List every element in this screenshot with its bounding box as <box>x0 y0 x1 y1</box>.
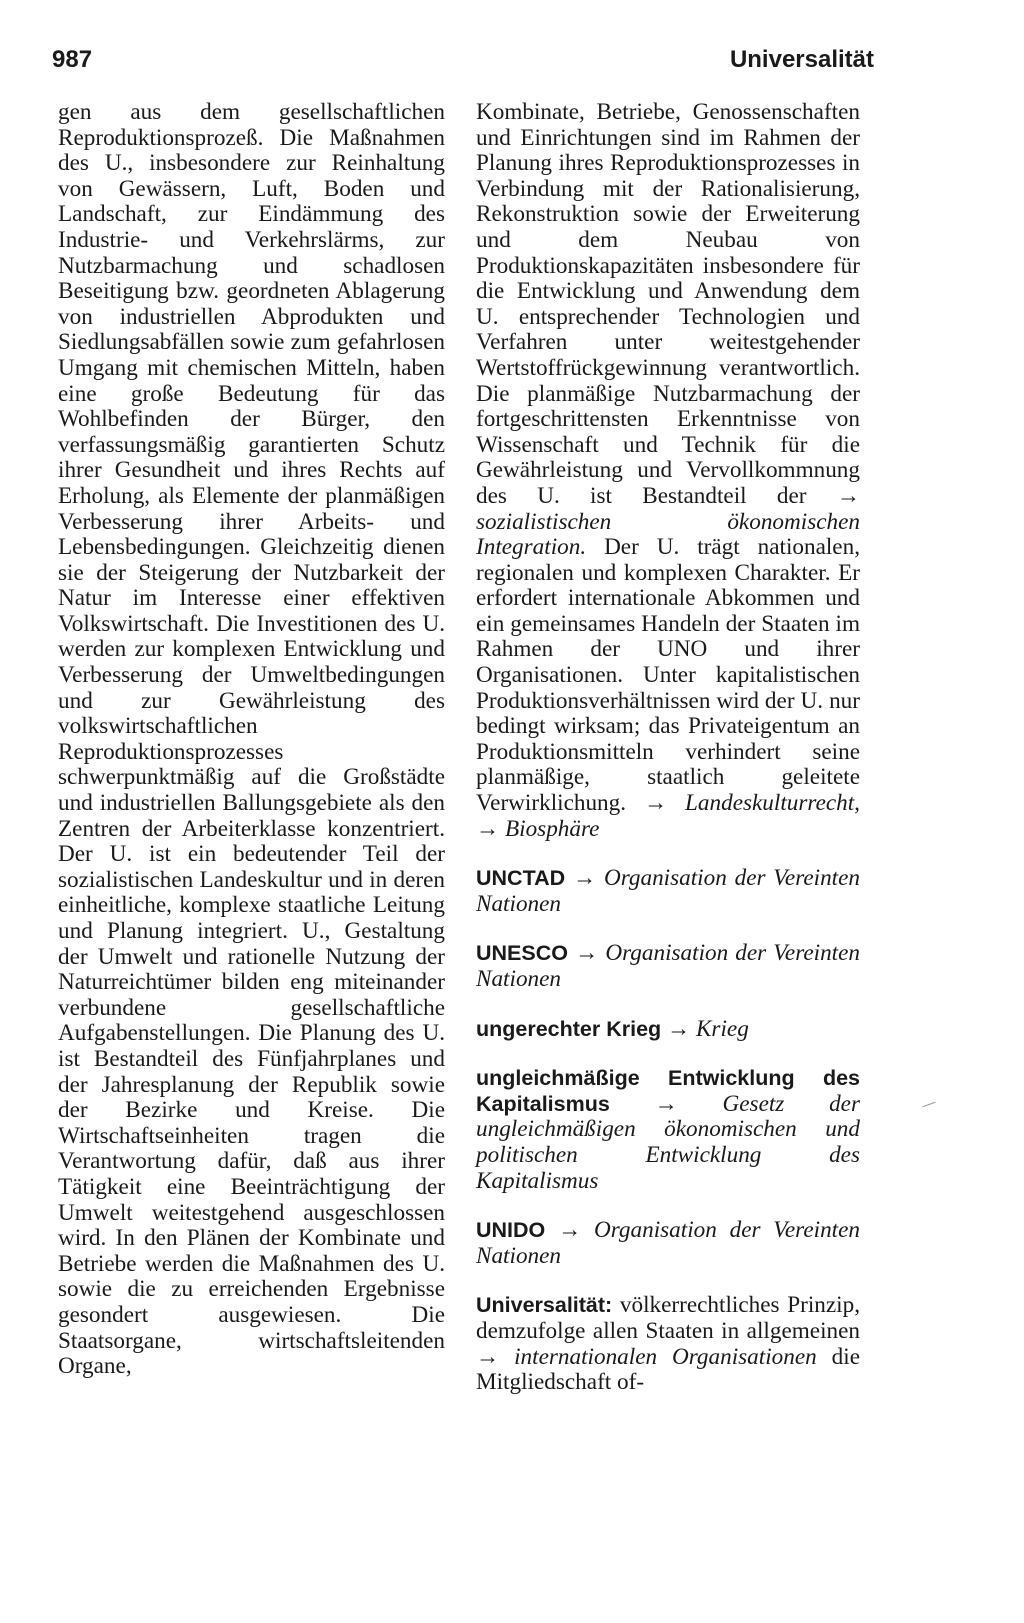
page-header <box>52 46 874 86</box>
cross-reference: → Landeskulturrecht, → Biosphäre <box>476 790 860 842</box>
entry-keyword: ungerechter Krieg <box>476 1016 662 1041</box>
entry-keyword: UNIDO <box>476 1218 546 1243</box>
continuation-paragraph <box>476 100 860 842</box>
dictionary-entry-unido <box>476 1218 860 1269</box>
cross-reference: → internationalen Organisationen <box>476 1343 817 1370</box>
body-paragraph: gen aus dem gesellschaftlichen Reproduktionsprozeß. Die Maßnahmen des U., insbesondere zur Reinhaltung von Gewässern, Luft, Boden und Landschaft, zur Eindämmung des Industrie- und Verkehrslärms, zur Nutzbarmachung und schadlosen Beseitigung bzw. geordneten Ablagerung von industriellen Abprodukten und Siedlungsabfällen sowie zum gefahrlosen Umgang mit chemischen Mitteln, haben eine große Bedeutung für das Wohlbefinden der Bürger, den verfassungsmäßig garantierten Schutz ihrer Gesundheit und ihres Rechts auf Erholung, als Elemente der planmäßigen Verbesserung ihrer Arbeits- und Lebensbedingungen. Gleichzeitig dienen sie der Steigerung der Nutzbarkeit der Natur im Interesse einer effektiven Volkswirtschaft. Die Investitionen des U. werden zur komplexen Entwicklung und Verbesserung der Umweltbedingungen und zur Gewährleistung des volkswirtschaftlichen Reproduktionsprozesses schwerpunktmäßig auf die Großstädte und industriellen Ballungsgebiete als den Zentren der Arbeiterklasse konzentriert. Der U. ist ein bedeutender Teil der sozialistischen Landeskultur und in deren einheitliche, komplexe staatliche Leitung und Planung integriert. U., Gestaltung der Umwelt und rationelle Nutzung der Naturreichtümer bilden eng miteinander verbundene gesellschaftliche Aufgabenstellungen. Die Planung des U. ist Bestandteil des Fünfjahrplanes und der Jahresplanung der Republik sowie der Bezirke und Kreise. Die Wirtschaftseinheiten tragen die Verantwortung dafür, daß aus ihrer Tätigkeit eine Beeinträchtigung der Umwelt weitestgehend ausgeschlossen wird. In den Plänen der Kombinate und Betriebe werden die Maßnahmen des U. sowie die zu erreichenden Ergebnisse gesondert ausgewiesen. Die Staatsorgane, wirtschaftsleitenden Organe, <box>58 99 445 1380</box>
entry-text: die Mitgliedschaft of- <box>476 1343 860 1396</box>
cross-reference: → Organisation der Vereinten Nationen <box>476 865 861 917</box>
entry-keyword: ungleichmäßige Entwicklung des Kapitalismus <box>476 1066 860 1116</box>
cross-reference: → Organisation der Vereinten Nationen <box>476 940 861 992</box>
entry-text: völkerrechtliches Prinzip, demzufolge allen Staaten in allgemeinen <box>476 1292 860 1344</box>
cross-reference: → Organisation der Vereinten Nationen <box>476 1217 861 1269</box>
entry-keyword: UNCTAD <box>476 866 566 891</box>
page-number: 987 <box>52 46 93 73</box>
cross-reference: → sozialistischen ökonomischen Integration. <box>476 482 860 561</box>
entry-keyword: UNESCO <box>476 941 568 966</box>
margin-mark <box>922 1102 935 1108</box>
body-text: Der U. trägt nationalen, regionalen und komplexen Charakter. Er erfordert internationale Abkommen und ein gemeinsames Handeln der Staaten im Rahmen der UNO und ihrer Organisationen. Unter kapitalistischen Produktionsverhältnissen wird der U. nur bedingt wirksam; das Privateigentum an Produktionsmitteln verhindert seine planmäßige, staatlich geleitete Verwirklichung. <box>476 534 860 817</box>
dictionary-entry-unesco <box>476 941 860 992</box>
entry-keyword: Universalität: <box>476 1293 613 1318</box>
running-head: Universalität <box>729 46 874 73</box>
body-text: Kombinate, Betriebe, Genossenschaften und Einrichtungen sind im Rahmen der Planung ihres Reproduktionsprozesses in Verbindung mit der Rationalisierung, Rekonstruktion sowie der Erweiterung und dem Neubau von Produktionskapazitäten insbesondere für die Entwicklung und Anwendung dem U. entsprechender Technologien und Verfahren unter weitestgehender Wertstoffrückgewinnung verantwortlich. Die planmäßige Nutzbarmachung der fortgeschrittensten Erkenntnisse von Wissenschaft und Technik für die Gewährleistung und Vervollkommnung des U. ist Bestandteil der <box>476 99 860 509</box>
cross-reference: → Krieg <box>666 1015 749 1042</box>
left-column <box>58 100 445 1380</box>
dictionary-entry-ungerechter-krieg <box>476 1017 860 1043</box>
dictionary-entry-unctad <box>476 866 860 917</box>
dictionary-entry-universalitaet <box>476 1293 860 1395</box>
right-column <box>476 100 860 1396</box>
dictionary-entry-ungleichmaessige-entwicklung <box>476 1066 860 1194</box>
cross-reference: → Gesetz der ungleichmäßigen ökonomischen und politischen Entwicklung des Kapitalismus <box>476 1090 860 1194</box>
